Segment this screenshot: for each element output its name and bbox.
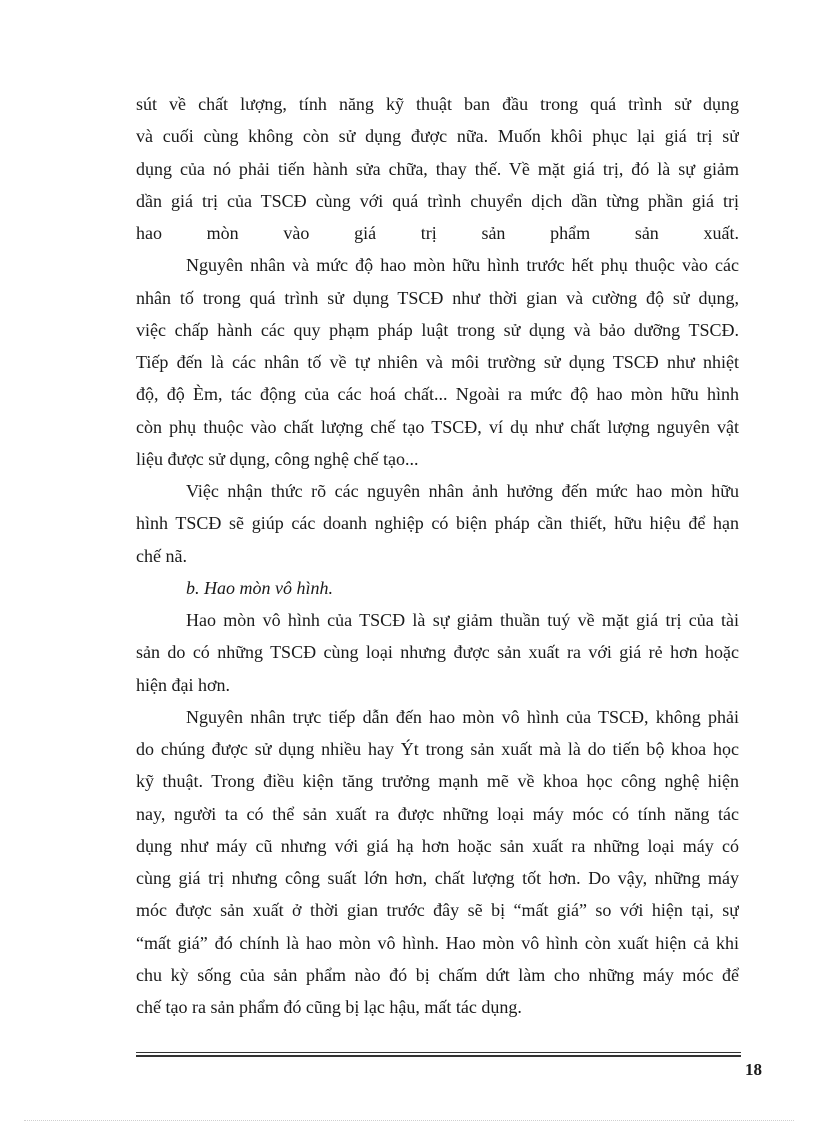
text-line: nay, người ta có thể sản xuất ra được những loại máy móc có tính năng tác bbox=[136, 803, 739, 824]
page-edge-divider bbox=[24, 1120, 794, 1121]
footer-divider bbox=[136, 1052, 741, 1057]
text-line: “mất giá” đó chính là hao mòn vô hình. Hao mòn vô hình còn xuất hiện cả khi bbox=[136, 932, 739, 953]
text-line: độ, độ Èm, tác động của các hoá chất... Ngoài ra mức độ hao mòn hữu hình bbox=[136, 384, 739, 405]
text-line: liệu được sử dụng, công nghệ chế tạo... bbox=[136, 448, 419, 469]
body-text bbox=[136, 88, 739, 1023]
text-line: do chúng được sử dụng nhiều hay Ýt trong sản xuất mà là do tiến bộ khoa học bbox=[136, 739, 739, 759]
text-line: hình TSCĐ sẽ giúp các doanh nghiệp có biện pháp cần thiết, hữu hiệu để hạn bbox=[136, 513, 739, 534]
text-line: sút về chất lượng, tính năng kỹ thuật ban đầu trong quá trình sử dụng bbox=[136, 94, 739, 114]
text-line: chế tạo ra sản phẩm đó cũng bị lạc hậu, mất tác dụng. bbox=[136, 997, 522, 1017]
text-line: và cuối cùng không còn sử dụng được nữa. Muốn khôi phục lại giá trị sử bbox=[136, 126, 739, 147]
text-line: dụng của nó phải tiến hành sửa chữa, thay thế. Về mặt giá trị, đó là sự giảm bbox=[136, 158, 739, 179]
text-line: Tiếp đến là các nhân tố về tự nhiên và môi trường sử dụng TSCĐ như nhiệt bbox=[136, 352, 739, 372]
text-line: Việc nhận thức rõ các nguyên nhân ảnh hưởng đến mức hao mòn hữu bbox=[186, 481, 739, 501]
text-line: kỹ thuật. Trong điều kiện tăng trưởng mạnh mẽ về khoa học công nghệ hiện bbox=[136, 771, 739, 792]
text-line: Nguyên nhân và mức độ hao mòn hữu hình trước hết phụ thuộc vào các bbox=[186, 255, 739, 276]
text-line: dụng như máy cũ nhưng với giá hạ hơn hoặc sản xuất ra những loại máy có bbox=[136, 835, 739, 856]
text-line: Nguyên nhân trực tiếp dẫn đến hao mòn vô hình của TSCĐ, không phải bbox=[186, 706, 739, 727]
text-line: nhân tố trong quá trình sử dụng TSCĐ như thời gian và cường độ sử dụng, bbox=[136, 287, 739, 308]
text-line: sản do có những TSCĐ cùng loại nhưng được sản xuất ra với giá rẻ hơn hoặc bbox=[136, 642, 739, 663]
page-number: 18 bbox=[745, 1060, 762, 1079]
text-line: chu kỳ sống của sản phẩm nào đó bị chấm dứt làm cho những máy móc để bbox=[136, 964, 739, 985]
text-line: còn phụ thuộc vào chất lượng chế tạo TSCĐ, ví dụ như chất lượng nguyên vật bbox=[136, 416, 739, 437]
text-line: Hao mòn vô hình của TSCĐ là sự giảm thuần tuý về mặt giá trị của tài bbox=[186, 610, 739, 630]
section-heading: b. Hao mòn vô hình. bbox=[186, 577, 333, 598]
text-line: cùng giá trị nhưng công suất lớn hơn, chất lượng tốt hơn. Do vậy, những máy bbox=[136, 868, 739, 888]
text-line: hao mòn vào giá trị sản phẩm sản xuất. bbox=[136, 223, 739, 243]
text-line: chế nã. bbox=[136, 545, 187, 566]
text-line: móc được sản xuất ở thời gian trước đây sẽ bị “mất giá” so với hiện tại, sự bbox=[136, 900, 739, 921]
text-line: dần giá trị của TSCĐ cùng với quá trình chuyển dịch dần từng phần giá trị bbox=[136, 190, 739, 211]
text-line: hiện đại hơn. bbox=[136, 674, 230, 695]
text-line: việc chấp hành các quy phạm pháp luật trong sử dụng và bảo dưỡng TSCĐ. bbox=[136, 319, 739, 340]
